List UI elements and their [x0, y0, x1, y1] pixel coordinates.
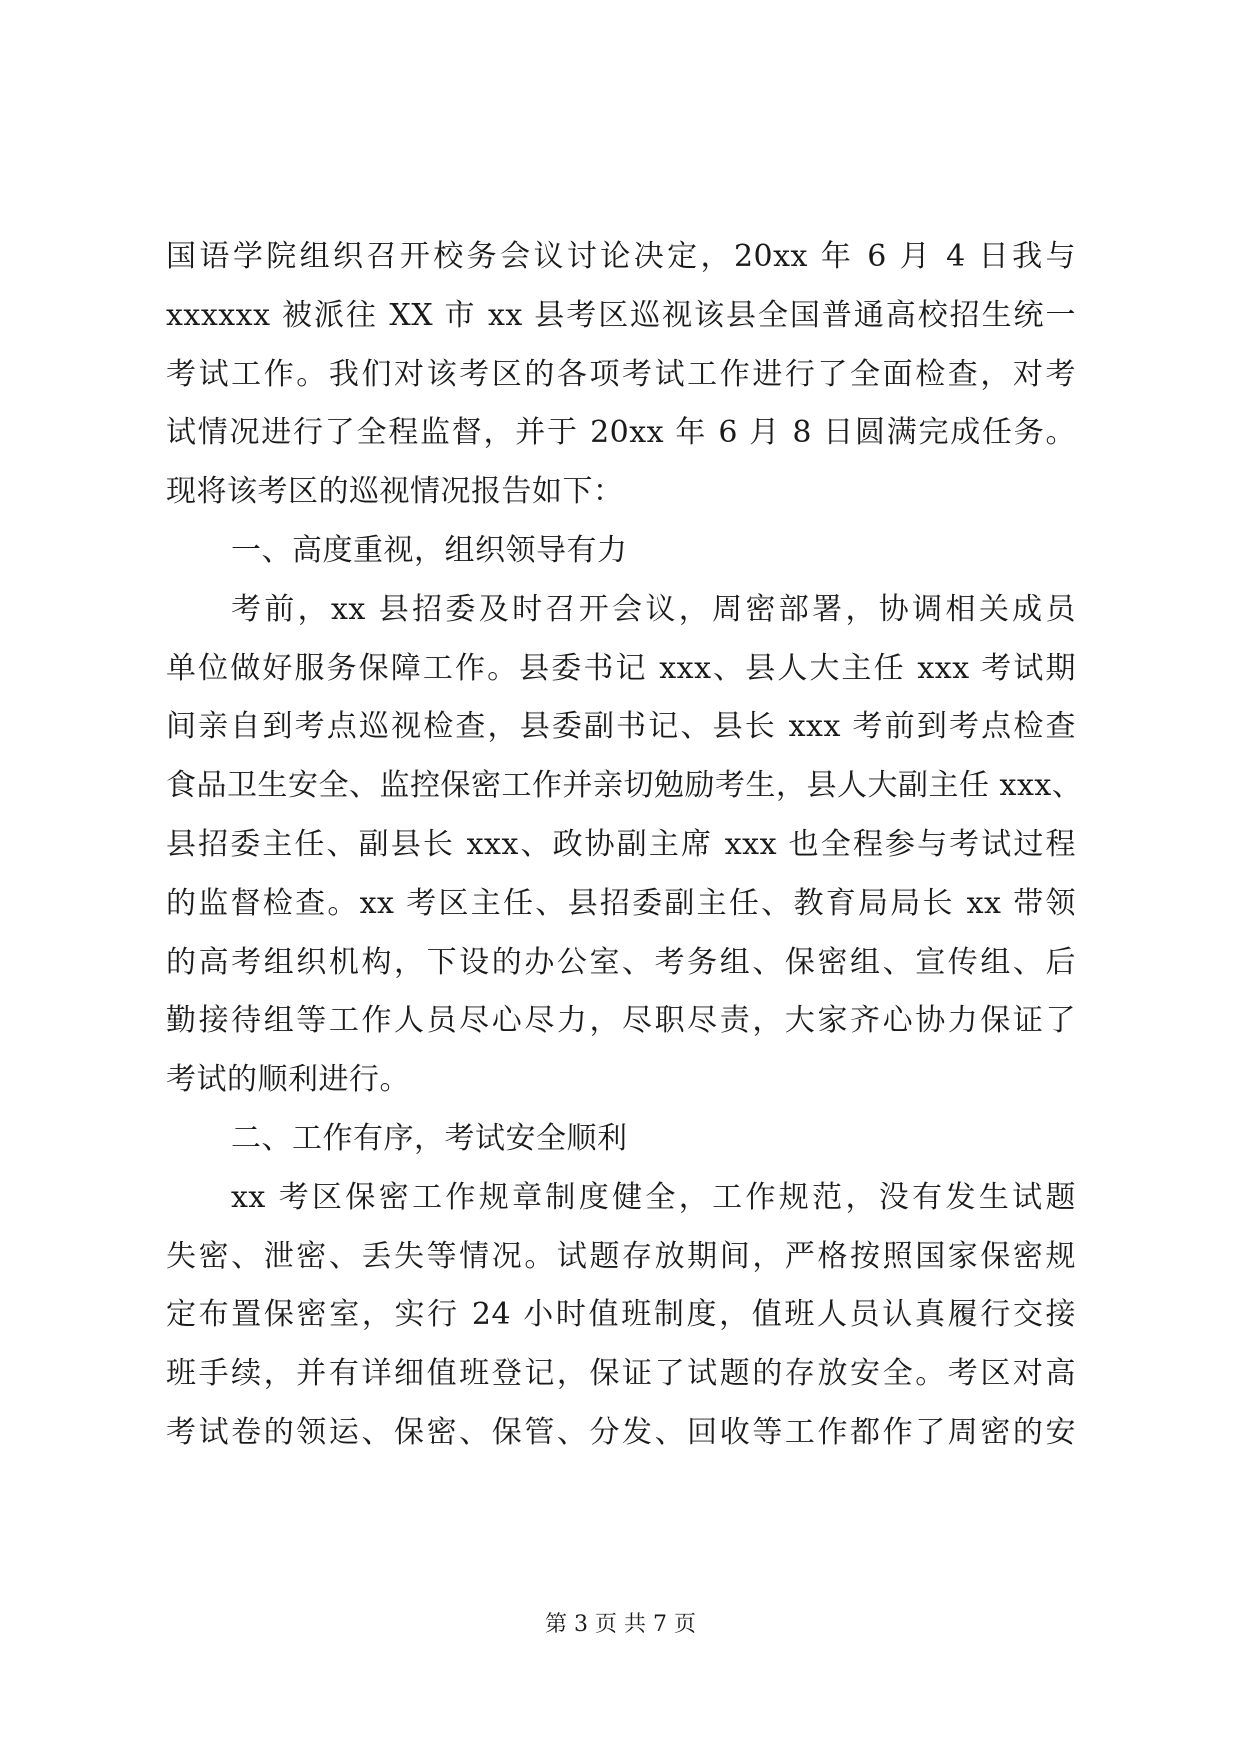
text-line: 单位做好服务保障工作。县委书记 xxx、县人大主任 xxx 考试期 — [166, 650, 1076, 686]
text-line: 考前，xx 县招委及时召开会议，周密部署，协调相关成员 — [231, 591, 1076, 627]
document-body — [166, 228, 1083, 1463]
text-line: xx 考区保密工作规章制度健全，工作规范，没有发生试题 — [231, 1179, 1076, 1215]
text-line: 班手续，并有详细值班登记，保证了试题的存放安全。考区对高 — [166, 1356, 1076, 1392]
text-line: 考试卷的领运、保密、保管、分发、回收等工作都作了周密的安 — [166, 1414, 1076, 1450]
text-line: 间亲自到考点巡视检查，县委副书记、县长 xxx 考前到考点检查 — [166, 709, 1076, 745]
text-line: 勤接待组等工作人员尽心尽力，尽职尽责，大家齐心协力保证了 — [166, 1003, 1076, 1039]
text-line: 食品卫生安全、监控保密工作并亲切勉励考生，县人大副主任 xxx、 — [166, 768, 1083, 804]
text-line: 国语学院组织召开校务会议讨论决定，20xx 年 6 月 4 日我与 — [166, 239, 1076, 274]
text-line: 县招委主任、副县长 xxx、政协副主席 xxx 也全程参与考试过程 — [166, 826, 1076, 862]
text-line: 考试工作。我们对该考区的各项考试工作进行了全面检查，对考 — [166, 356, 1076, 392]
text-line: 试情况进行了全程监督，并于 20xx 年 6 月 8 日圆满完成任务。 — [166, 415, 1076, 451]
text-line: 的监督检查。xx 考区主任、县招委副主任、教育局局长 xx 带领 — [166, 885, 1076, 921]
section-heading: 二、工作有序，考试安全顺利 — [231, 1120, 628, 1156]
text-line: 考试的顺利进行。 — [166, 1062, 410, 1098]
text-line: 定布置保密室，实行 24 小时值班制度，值班人员认真履行交接 — [166, 1297, 1076, 1333]
page-number-footer: 第 3 页 共 7 页 — [545, 1612, 696, 1637]
text-line: xxxxxx 被派往 XX 市 xx 县考区巡视该县全国普通高校招生统一 — [166, 297, 1076, 333]
text-line: 现将该考区的巡视情况报告如下： — [166, 474, 624, 510]
section-heading: 一、高度重视，组织领导有力 — [231, 532, 628, 568]
text-line: 失密、泄密、丢失等情况。试题存放期间，严格按照国家保密规 — [166, 1238, 1076, 1274]
text-line: 的高考组织机构，下设的办公室、考务组、保密组、宣传组、后 — [166, 944, 1076, 980]
